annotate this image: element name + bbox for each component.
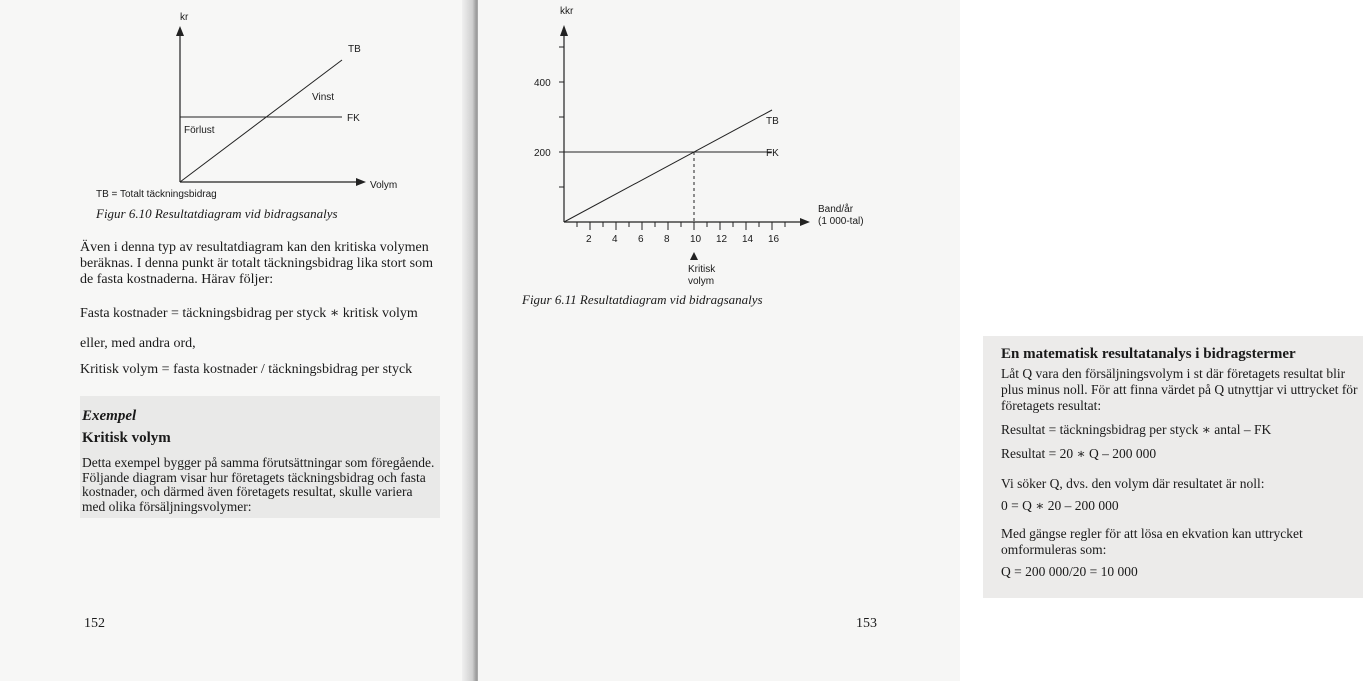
box-paragraph-1: Låt Q vara den försäljningsvolym i st där företagets resultat blir plus minus noll. För att finna värdet på Q utnyttjar vi uttrycket för företagets resultat: [1001,366,1358,413]
example-title: Kritisk volym [82,430,171,446]
legend-note: TB = Totalt täckningsbidrag [96,189,217,200]
figure-caption-left: Figur 6.10 Resultatdiagram vid bidragsanalys [96,206,338,221]
series-line-tb [564,110,772,222]
x-tick-label: 14 [742,234,754,245]
tb-line [180,60,342,182]
y-tick-label: 200 [534,148,551,159]
forlust-label: Förlust [184,125,215,136]
fk-label: FK [347,113,360,124]
box-equation-4: Q = 200 000/20 = 10 000 [1001,564,1138,579]
right-page [478,0,1358,681]
critical-label-1: Kritisk [688,264,716,275]
intro-paragraph: Även i denna typ av resultatdiagram kan den kritiska volymen beräknas. I denna punkt är totalt täckningsbidrag lika stort som de fasta kostnaderna. Härav följer: [80,240,434,287]
x-tick-label: 8 [664,234,670,245]
page-number-left: 152 [84,616,105,631]
y-axis-arrow [560,25,568,36]
critical-label-2: volym [688,276,715,287]
x-axis-arrow [356,178,366,186]
x-axis-label-1: Band/år [818,204,854,215]
x-tick-label: 12 [716,234,728,245]
tb-label: TB [348,44,361,55]
x-tick-label: 2 [586,234,592,245]
vinst-label: Vinst [312,92,335,103]
x-tick-label: 6 [638,234,644,245]
box-equation-1: Resultat = täckningsbidrag per styck ∗ antal – FK [1001,422,1272,437]
critical-volume-arrow [690,252,698,260]
box-paragraph-2: Vi söker Q, dvs. den volym där resultatet är noll: [1001,476,1265,491]
math-analysis-box [983,336,1363,598]
figure-caption-right: Figur 6.11 Resultatdiagram vid bidragsanalys [522,292,763,307]
y-axis-label: kr [180,12,189,23]
figure-6-10 [0,0,470,200]
x-axis-label-2: (1 000-tal) [818,216,864,227]
y-axis-arrow [176,26,184,36]
formula-critical-volume: Kritisk volym = fasta kostnader / täckningsbidrag per styck [80,362,413,377]
x-axis-label: Volym [370,180,398,191]
x-tick-label: 16 [768,234,780,245]
page-number-right: 153 [856,616,877,631]
left-page [0,0,470,681]
fk-label: FK [766,148,779,159]
box-equation-3: 0 = Q ∗ 20 – 200 000 [1001,498,1119,513]
figure-6-11 [478,0,960,300]
x-tick-label: 4 [612,234,618,245]
x-axis-arrow [800,218,810,226]
x-tick-label: 10 [690,234,702,245]
tb-label: TB [766,116,779,127]
example-body: Detta exempel bygger på samma förutsättningar som föregående. Följande diagram visar hur företagets täckningsbidrag och fasta kostnader, och därmed även företagets resultat, skulle variera med olika försäljningsvolymer: [82,455,435,514]
or-text: eller, med andra ord, [80,336,196,351]
example-heading: Exempel [82,408,137,424]
y-axis-label: kkr [560,6,574,17]
box-paragraph-3: Med gängse regler för att lösa en ekvation kan uttrycket omformuleras som: [1001,526,1303,557]
y-tick-label: 400 [534,78,551,89]
box-equation-2: Resultat = 20 ∗ Q – 200 000 [1001,446,1157,461]
box-title: En matematisk resultatanalys i bidragstermer [1001,346,1296,362]
formula-fixed-costs: Fasta kostnader = täckningsbidrag per styck ∗ kritisk volym [80,306,418,321]
example-box [80,396,440,518]
